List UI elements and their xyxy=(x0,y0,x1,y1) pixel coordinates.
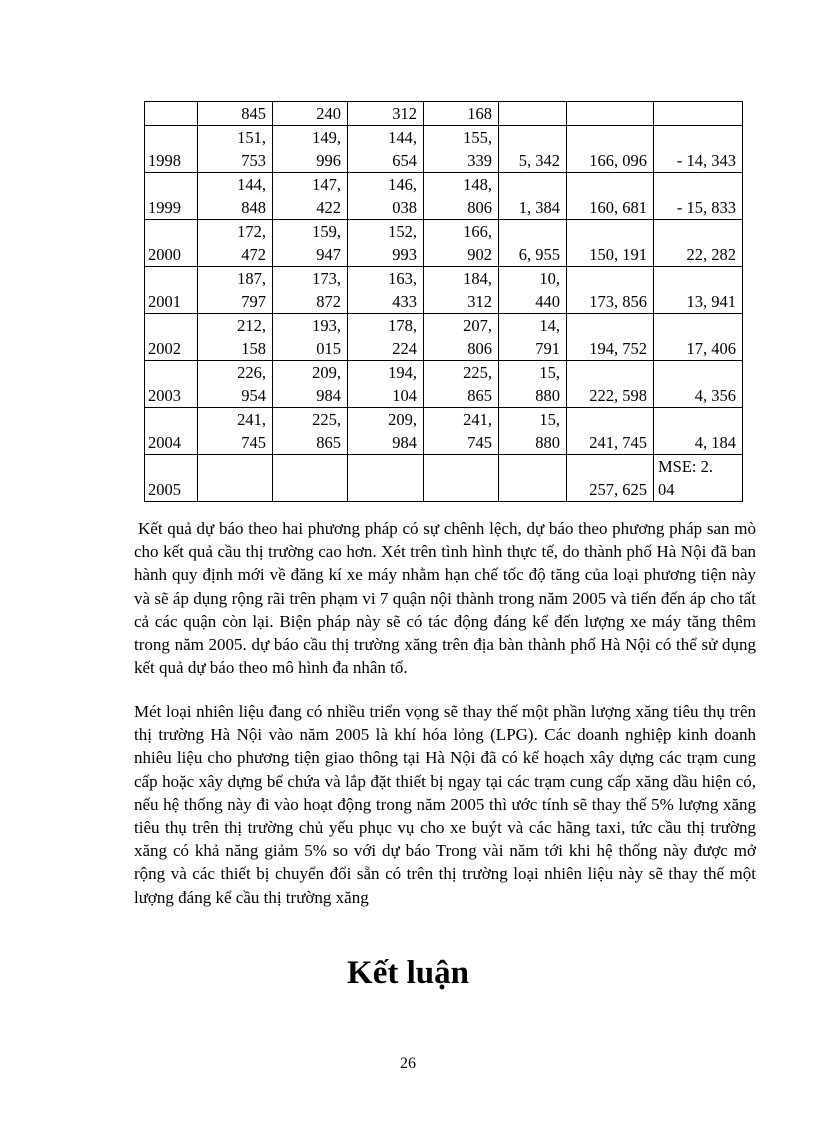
cell-line: 13, 941 xyxy=(686,292,736,311)
table-cell xyxy=(273,361,348,408)
cell-line xyxy=(428,478,492,501)
cell-line: 17, 406 xyxy=(686,339,736,358)
cell-line: 339 xyxy=(467,151,492,170)
table-cell xyxy=(424,455,499,502)
cell-line: 144, xyxy=(237,175,266,194)
table-cell xyxy=(424,220,499,267)
cell-line: 144, xyxy=(388,128,417,147)
cell-line: 209, xyxy=(388,410,417,429)
cell-line: 433 xyxy=(392,292,417,311)
cell-line: 173, xyxy=(312,269,341,288)
cell-line: 10, xyxy=(539,269,560,288)
cell-line: 240 xyxy=(316,104,341,123)
cell-line: 241, xyxy=(237,410,266,429)
table-cell xyxy=(198,314,273,361)
cell-line: 038 xyxy=(392,198,417,217)
table-cell xyxy=(424,314,499,361)
table-cell xyxy=(348,173,424,220)
table-cell xyxy=(273,220,348,267)
cell-line: 654 xyxy=(392,151,417,170)
cell-line: 880 xyxy=(535,433,560,452)
cell-line: 312 xyxy=(467,292,492,311)
cell-line: 163, xyxy=(388,269,417,288)
table-row xyxy=(145,267,743,314)
table-cell xyxy=(567,408,654,455)
cell-line: 225, xyxy=(312,410,341,429)
table-cell xyxy=(654,408,743,455)
cell-line: 241, xyxy=(463,410,492,429)
table-cell xyxy=(654,173,743,220)
table-cell xyxy=(654,455,743,502)
table-cell xyxy=(273,126,348,173)
table-cell xyxy=(654,361,743,408)
cell-line: 845 xyxy=(241,104,266,123)
cell-line: 224 xyxy=(392,339,417,358)
cell-line: 806 xyxy=(467,339,492,358)
table-cell xyxy=(499,126,567,173)
table-cell xyxy=(273,173,348,220)
table-row xyxy=(145,173,743,220)
cell-line: 104 xyxy=(392,386,417,405)
table-cell xyxy=(654,267,743,314)
table-cell xyxy=(348,361,424,408)
cell-line: 15, xyxy=(539,363,560,382)
cell-line: 14, xyxy=(539,316,560,335)
table-cell xyxy=(198,173,273,220)
table-cell xyxy=(654,314,743,361)
cell-line: 15, xyxy=(539,410,560,429)
table-row xyxy=(145,455,743,502)
cell-line: 848 xyxy=(241,198,266,217)
year-cell: 1998 xyxy=(145,126,198,173)
cell-line: 947 xyxy=(316,245,341,264)
cell-line: 184, xyxy=(463,269,492,288)
cell-line: 954 xyxy=(241,386,266,405)
table-cell xyxy=(567,126,654,173)
cell-line: 226, xyxy=(237,363,266,382)
table-cell xyxy=(273,267,348,314)
cell-line: 791 xyxy=(535,339,560,358)
forecast-table xyxy=(144,101,743,502)
cell-line: 984 xyxy=(392,433,417,452)
cell-line: 151, xyxy=(237,128,266,147)
cell-line: - 14, 343 xyxy=(676,151,736,170)
cell-line: 173, 856 xyxy=(589,292,647,311)
table-cell xyxy=(567,102,654,126)
cell-line: 6, 955 xyxy=(518,245,560,264)
table-cell xyxy=(567,173,654,220)
cell-line: 996 xyxy=(316,151,341,170)
cell-line: 222, 598 xyxy=(589,386,647,405)
table-cell xyxy=(654,220,743,267)
table-cell xyxy=(348,126,424,173)
year-cell: 2001 xyxy=(145,267,198,314)
cell-line: 806 xyxy=(467,198,492,217)
cell-line: 172, xyxy=(237,222,266,241)
cell-line: 4, 356 xyxy=(694,386,736,405)
table-row xyxy=(145,220,743,267)
table-cell xyxy=(273,455,348,502)
paragraph-forecast-comparison: Kết quả dự báo theo hai phương pháp có sự chênh lệch, dự báo theo phương pháp san mò cho kết quả cầu thị trường cao hơn. Xét trên tình hình thực tế, do thành phố Hà Nội đã ban hành quy định mới về đăng kí xe máy nhằm hạn chế tốc độ tăng của loại phương tiện này và sẽ áp dụng rộng rãi trên phạm vi 7 quận nội thành trong năm 2005 và tiến đến áp cho tất cả các quận còn lại. Biện pháp này sẽ có tác động đáng kể đến lượng xe máy tăng thêm trong năm 2005. dự báo cầu thị trường xăng trên địa bàn thành phố Hà Nội có thể sử dụng kết quả dự báo theo mô hình đa nhân tố. xyxy=(134,519,756,678)
table-cell xyxy=(348,408,424,455)
cell-line: 872 xyxy=(316,292,341,311)
table-cell xyxy=(424,173,499,220)
table-cell xyxy=(567,361,654,408)
cell-line: 168 xyxy=(467,104,492,123)
cell-line: 865 xyxy=(316,433,341,452)
cell-line: 148, xyxy=(463,175,492,194)
table-cell xyxy=(198,361,273,408)
cell-line xyxy=(503,478,560,501)
cell-line xyxy=(658,102,736,125)
table-cell xyxy=(654,126,743,173)
cell-line xyxy=(202,478,266,501)
table-row xyxy=(145,126,743,173)
cell-line: 212, xyxy=(237,316,266,335)
cell-line: 241, 745 xyxy=(589,433,647,452)
cell-line: 150, 191 xyxy=(589,245,647,264)
table-cell xyxy=(198,126,273,173)
table-cell xyxy=(424,408,499,455)
year-cell xyxy=(145,102,198,126)
table-cell xyxy=(273,314,348,361)
cell-line: MSE: 2. xyxy=(658,457,714,476)
cell-line: 312 xyxy=(392,104,417,123)
table-cell xyxy=(198,267,273,314)
table-cell xyxy=(499,102,567,126)
cell-line: 880 xyxy=(535,386,560,405)
table-cell xyxy=(499,314,567,361)
cell-line: 745 xyxy=(241,433,266,452)
cell-line: 158 xyxy=(241,339,266,358)
cell-line: 422 xyxy=(316,198,341,217)
cell-line: 193, xyxy=(312,316,341,335)
cell-line xyxy=(503,102,560,125)
cell-line: 257, 625 xyxy=(589,480,647,499)
cell-line: 984 xyxy=(316,386,341,405)
table-cell xyxy=(198,220,273,267)
cell-line: 147, xyxy=(312,175,341,194)
cell-line: 22, 282 xyxy=(686,245,736,264)
table-cell xyxy=(424,361,499,408)
table-cell xyxy=(424,267,499,314)
table-cell xyxy=(567,267,654,314)
table-cell xyxy=(348,267,424,314)
year-cell: 2002 xyxy=(145,314,198,361)
cell-line: 902 xyxy=(467,245,492,264)
cell-line: - 15, 833 xyxy=(676,198,736,217)
table-cell xyxy=(348,102,424,126)
cell-line: 187, xyxy=(237,269,266,288)
table-cell xyxy=(499,408,567,455)
table-cell xyxy=(499,361,567,408)
cell-line: 160, 681 xyxy=(589,198,647,217)
cell-line: 797 xyxy=(241,292,266,311)
cell-line: 209, xyxy=(312,363,341,382)
table-row xyxy=(145,314,743,361)
table-cell xyxy=(198,455,273,502)
cell-line: 152, xyxy=(388,222,417,241)
table-cell xyxy=(654,102,743,126)
table-cell xyxy=(424,102,499,126)
table-cell xyxy=(567,220,654,267)
cell-line: 149, xyxy=(312,128,341,147)
table-cell xyxy=(499,220,567,267)
cell-line: 5, 342 xyxy=(518,151,560,170)
table-cell xyxy=(567,455,654,502)
cell-line: 194, 752 xyxy=(589,339,647,358)
cell-line: 472 xyxy=(241,245,266,264)
year-cell: 2003 xyxy=(145,361,198,408)
cell-line: 155, xyxy=(463,128,492,147)
cell-line xyxy=(277,478,341,501)
cell-line xyxy=(352,478,417,501)
cell-line: 753 xyxy=(241,151,266,170)
paragraph-lpg-substitution: Mét loại nhiên liệu đang có nhiều triển vọng sẽ thay thế một phần lượng xăng tiêu thụ trên thị trường Hà Nội vào năm 2005 là khí hóa lỏng (LPG). Các doanh nghiệp kinh doanh nhiêu liệu cho phương tiện giao thông tại Hà Nội đã có kế hoạch xây dựng các trạm cung cấp hoặc xây dựng bể chứa và lắp đặt thiết bị ngay tại các trạm cung cấp xăng dầu hiện có, nếu hệ thống này đi vào hoạt động trong năm 2005 thì ước tính sẽ thay thế 5% lượng xăng tiêu thụ trên thị trường chủ yếu phục vụ cho xe buýt và các hãng taxi, tức cầu thị trường xăng có khả năng giảm 5% so với dự báo Trong vài năm tới khi hệ thống này được mở rộng và các thiết bị chuyển đổi sẵn có trên thị trường loại nhiên liệu này sẽ thay thế một lượng đáng kể cầu thị trường xăng xyxy=(134,702,756,907)
cell-line: 865 xyxy=(467,386,492,405)
cell-line: 166, xyxy=(463,222,492,241)
page-number: 26 xyxy=(400,1055,416,1072)
cell-line: 4, 184 xyxy=(694,433,736,452)
cell-line: 178, xyxy=(388,316,417,335)
cell-line: 194, xyxy=(388,363,417,382)
year-cell: 1999 xyxy=(145,173,198,220)
table-cell xyxy=(499,267,567,314)
cell-line: 146, xyxy=(388,175,417,194)
cell-line: 440 xyxy=(535,292,560,311)
year-cell: 2004 xyxy=(145,408,198,455)
cell-line: 166, 096 xyxy=(589,151,647,170)
cell-line: 04 xyxy=(658,480,675,499)
table-cell xyxy=(348,220,424,267)
cell-line: 207, xyxy=(463,316,492,335)
table-cell xyxy=(273,408,348,455)
cell-line: 1, 384 xyxy=(518,198,560,217)
table-row xyxy=(145,361,743,408)
table-row xyxy=(145,408,743,455)
table-cell xyxy=(424,126,499,173)
year-cell: 2000 xyxy=(145,220,198,267)
cell-line: 015 xyxy=(316,339,341,358)
table-cell xyxy=(499,173,567,220)
year-cell: 2005 xyxy=(145,455,198,502)
table-cell xyxy=(348,455,424,502)
cell-line: 993 xyxy=(392,245,417,264)
conclusion-heading: Kết luận xyxy=(347,955,469,991)
table-cell xyxy=(273,102,348,126)
table-cell xyxy=(499,455,567,502)
table-cell xyxy=(198,408,273,455)
cell-line: 159, xyxy=(312,222,341,241)
table-cell xyxy=(567,314,654,361)
table-row xyxy=(145,102,743,126)
table-cell xyxy=(348,314,424,361)
cell-line: 225, xyxy=(463,363,492,382)
cell-line xyxy=(571,102,647,125)
cell-line: 745 xyxy=(467,433,492,452)
table-cell xyxy=(198,102,273,126)
